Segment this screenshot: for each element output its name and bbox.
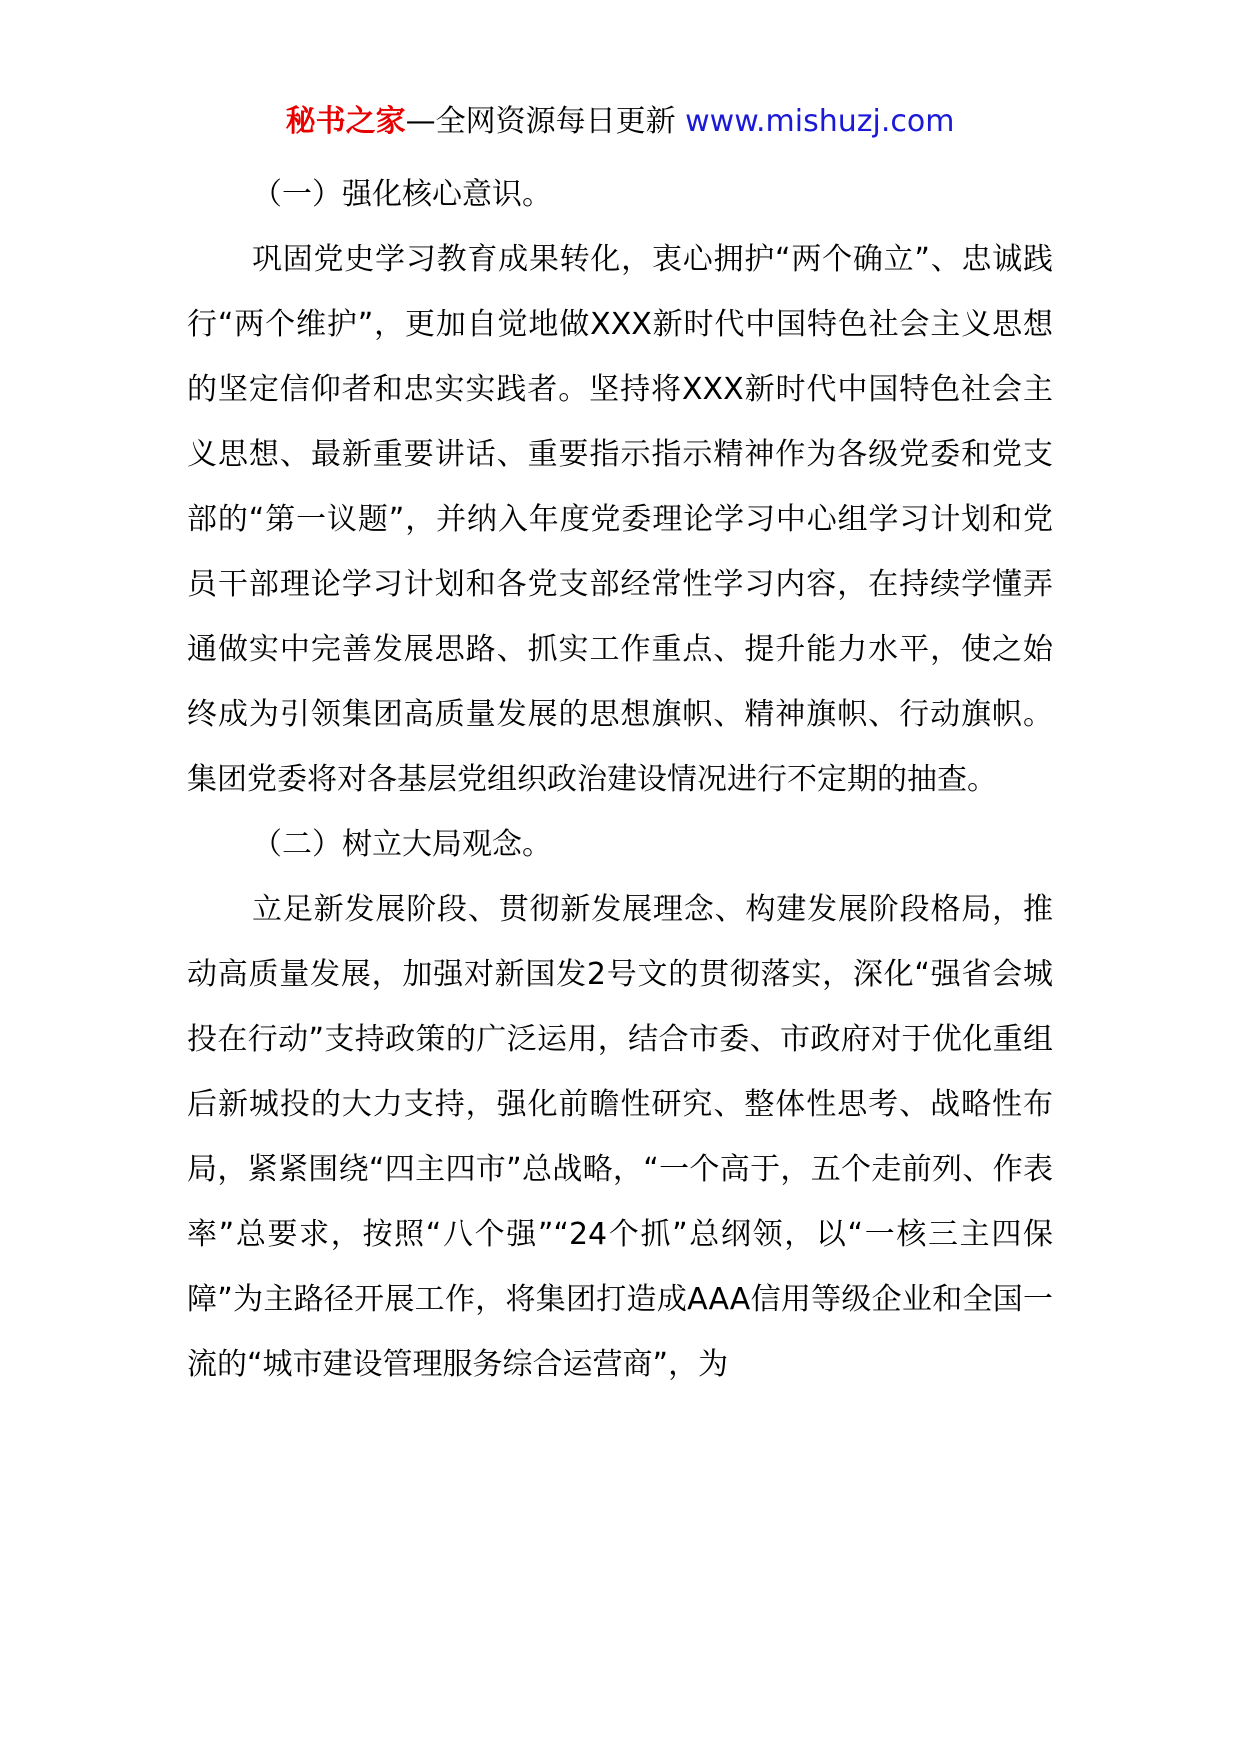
page-header: [0, 102, 1240, 142]
body-paragraph-1: 巩固党史学习教育成果转化，衷心拥护“两个确立”、忠诚践行“两个维护”，更加自觉地做XXX新时代中国特色社会主义思想的坚定信仰者和忠实实践者。坚持将XXX新时代中国特色社会主义思想、最新重要讲话、重要指示指示精神作为各级党委和党支部的“第一议题”，并纳入年度党委理论学习中心组学习计划和党员干部理论学习计划和各党支部经常性学习内容，在持续学懂弄通做实中完善发展思路、抓实工作重点、提升能力水平，使之始终成为引领集团高质量发展的思想旗帜、精神旗帜、行动旗帜。集团党委将对各基层党组织政治建设情况进行不定期的抽查。: [187, 242, 1053, 797]
section-heading-2: （二）树立大局观念。: [252, 827, 552, 862]
brand-name: 秘书之家: [285, 104, 406, 139]
document-body: [187, 162, 1053, 1397]
header-tagline: —全网资源每日更新: [405, 104, 686, 139]
website-url: www.mishuzj.com: [685, 104, 955, 139]
body-paragraph-2: 立足新发展阶段、贯彻新发展理念、构建发展阶段格局，推动高质量发展，加强对新国发2号文的贯彻落实，深化“强省会城投在行动”支持政策的广泛运用，结合市委、市政府对于优化重组后新城投的大力支持，强化前瞻性研究、整体性思考、战略性布局，紧紧围绕“四主四市”总战略，“一个高于，五个走前列、作表率”总要求，按照“八个强”“24个抓”总纲领，以“一核三主四保障”为主路径开展工作，将集团打造成AAA信用等级企业和全国一流的“城市建设管理服务综合运营商”，为: [187, 892, 1053, 1382]
section-heading-1: （一）强化核心意识。: [252, 177, 552, 212]
